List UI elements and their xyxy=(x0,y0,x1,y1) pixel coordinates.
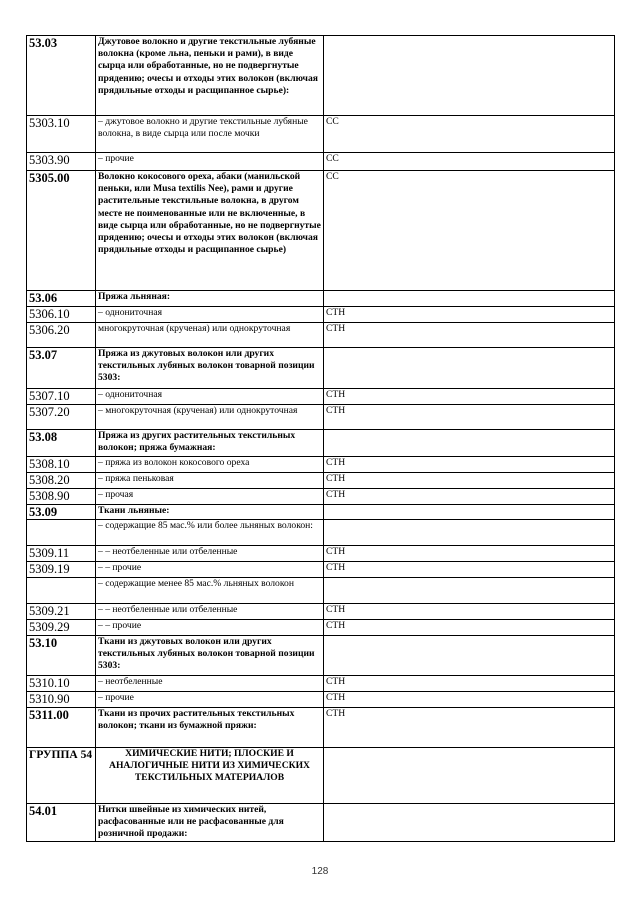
table-row xyxy=(27,804,615,842)
description-cell: – – прочие xyxy=(96,562,324,578)
hs-code-cell: 5309.21 xyxy=(27,604,96,620)
certification-cell xyxy=(324,520,615,546)
table-row xyxy=(27,171,615,291)
table-row xyxy=(27,116,615,153)
table-row xyxy=(27,676,615,692)
hs-code-cell: 53.09 xyxy=(27,505,96,520)
table-row xyxy=(27,389,615,405)
certification-cell xyxy=(324,505,615,520)
table-row xyxy=(27,692,615,708)
description-cell: – неотбеленные xyxy=(96,676,324,692)
tariff-code-table xyxy=(26,35,615,842)
certification-cell: СТН xyxy=(324,323,615,348)
hs-code-cell: 5311.00 xyxy=(27,708,96,748)
table-row xyxy=(27,323,615,348)
description-cell: – джутовое волокно и другие текстильные лубяные волокна, в виде сырца или после мочки xyxy=(96,116,324,153)
description-cell: Пряжа из других растительных текстильных волокон; пряжа бумажная: xyxy=(96,430,324,457)
hs-code-cell: 5307.10 xyxy=(27,389,96,405)
certification-cell: СТН xyxy=(324,389,615,405)
hs-code-cell: 5306.10 xyxy=(27,307,96,323)
table-row xyxy=(27,291,615,307)
description-cell: многокруточная (крученая) или однокруточная xyxy=(96,323,324,348)
page-number: 128 xyxy=(311,866,329,877)
hs-code-cell: 5307.20 xyxy=(27,405,96,430)
hs-code-cell: 5306.20 xyxy=(27,323,96,348)
table-row xyxy=(27,520,615,546)
description-cell: – – неотбеленные или отбеленные xyxy=(96,604,324,620)
certification-cell: СТН xyxy=(324,307,615,323)
description-cell: – пряжа из волокон кокосового ореха xyxy=(96,457,324,473)
description-cell: – прочие xyxy=(96,153,324,171)
certification-cell: СТН xyxy=(324,405,615,430)
certification-cell: СТН xyxy=(324,692,615,708)
certification-cell: СТН xyxy=(324,546,615,562)
certification-cell: СС xyxy=(324,171,615,291)
description-cell: – содержащие менее 85 мас.% льняных волокон xyxy=(96,578,324,604)
hs-code-cell: 53.08 xyxy=(27,430,96,457)
group-heading-cell: ГРУППА 54 xyxy=(27,748,96,804)
table-row xyxy=(27,307,615,323)
table-row xyxy=(27,457,615,473)
certification-cell xyxy=(324,36,615,116)
hs-code-cell: 5310.10 xyxy=(27,676,96,692)
hs-code-cell: 5308.20 xyxy=(27,473,96,489)
table-row xyxy=(27,620,615,636)
description-cell: Ткани льняные: xyxy=(96,505,324,520)
certification-cell: СТН xyxy=(324,676,615,692)
hs-code-cell: 5308.90 xyxy=(27,489,96,505)
certification-cell xyxy=(324,291,615,307)
certification-cell: СС xyxy=(324,116,615,153)
description-cell: Пряжа из джутовых волокон или других текстильных лубяных волокон товарной позиции 5303: xyxy=(96,348,324,389)
description-cell: – прочая xyxy=(96,489,324,505)
table-row xyxy=(27,348,615,389)
hs-code-cell xyxy=(27,520,96,546)
hs-code-cell: 53.10 xyxy=(27,636,96,676)
table-row xyxy=(27,36,615,116)
hs-code-cell: 5309.29 xyxy=(27,620,96,636)
table-row xyxy=(27,405,615,430)
hs-code-cell: 5308.10 xyxy=(27,457,96,473)
certification-cell: СТН xyxy=(324,604,615,620)
certification-cell: СТН xyxy=(324,457,615,473)
description-cell: Ткани из прочих растительных текстильных волокон; ткани из бумажной пряжи: xyxy=(96,708,324,748)
description-cell: Нитки швейные из химических нитей, расфасованные или не расфасованные для розничной продажи: xyxy=(96,804,324,842)
table-row xyxy=(27,708,615,748)
description-cell: – прочие xyxy=(96,692,324,708)
table-row xyxy=(27,473,615,489)
hs-code-cell: 5303.10 xyxy=(27,116,96,153)
table-row xyxy=(27,430,615,457)
description-cell: – однониточная xyxy=(96,307,324,323)
certification-cell: СТН xyxy=(324,708,615,748)
description-cell: – однониточная xyxy=(96,389,324,405)
hs-code-cell: 5303.90 xyxy=(27,153,96,171)
hs-code-cell: 54.01 xyxy=(27,804,96,842)
table-row xyxy=(27,489,615,505)
certification-cell xyxy=(324,636,615,676)
hs-code-cell: 5305.00 xyxy=(27,171,96,291)
table-row xyxy=(27,748,615,804)
description-cell: Джутовое волокно и другие текстильные лубяные волокна (кроме льна, пеньки и рами), в виде сырца или обработанные, но не подвергнутые прядению; очесы и отходы этих волокон (включая прядильные отходы и расщипанное сырье): xyxy=(96,36,324,116)
table-row xyxy=(27,153,615,171)
table-row xyxy=(27,505,615,520)
hs-code-cell: 53.03 xyxy=(27,36,96,116)
group-title-cell: ХИМИЧЕСКИЕ НИТИ; ПЛОСКИЕ И АНАЛОГИЧНЫЕ НИТИ ИЗ ХИМИЧЕСКИХ ТЕКСТИЛЬНЫХ МАТЕРИАЛОВ xyxy=(96,748,324,804)
hs-code-cell: 5309.19 xyxy=(27,562,96,578)
certification-cell: СТН xyxy=(324,489,615,505)
description-cell: – – неотбеленные или отбеленные xyxy=(96,546,324,562)
certification-cell xyxy=(324,578,615,604)
description-cell: Ткани из джутовых волокон или других текстильных лубяных волокон товарной позиции 5303: xyxy=(96,636,324,676)
description-cell: Пряжа льняная: xyxy=(96,291,324,307)
certification-cell xyxy=(324,804,615,842)
certification-cell: СТН xyxy=(324,562,615,578)
table-row xyxy=(27,578,615,604)
description-cell: – пряжа пеньковая xyxy=(96,473,324,489)
table-row xyxy=(27,546,615,562)
table-row xyxy=(27,562,615,578)
hs-code-cell: 53.07 xyxy=(27,348,96,389)
certification-cell xyxy=(324,348,615,389)
certification-cell: СТН xyxy=(324,620,615,636)
certification-cell: СС xyxy=(324,153,615,171)
table-row xyxy=(27,636,615,676)
description-cell: Волокно кокосового ореха, абаки (манильской пеньки, или Musa textilis Nee), рами и другие растительные текстильные волокна, в другом месте не поименованные или не включенные, в виде сырца или обработанные, но не подвергнутые прядению; очесы и отходы этих волокон (включая прядильные отходы и расщипанное сырье) xyxy=(96,171,324,291)
hs-code-cell: 5310.90 xyxy=(27,692,96,708)
certification-cell: СТН xyxy=(324,473,615,489)
certification-cell xyxy=(324,430,615,457)
hs-code-cell: 5309.11 xyxy=(27,546,96,562)
table-row xyxy=(27,604,615,620)
description-cell: – – прочие xyxy=(96,620,324,636)
description-cell: – содержащие 85 мас.% или более льняных волокон: xyxy=(96,520,324,546)
description-cell: – многокруточная (крученая) или однокруточная xyxy=(96,405,324,430)
hs-code-cell: 53.06 xyxy=(27,291,96,307)
hs-code-cell xyxy=(27,578,96,604)
certification-cell xyxy=(324,748,615,804)
